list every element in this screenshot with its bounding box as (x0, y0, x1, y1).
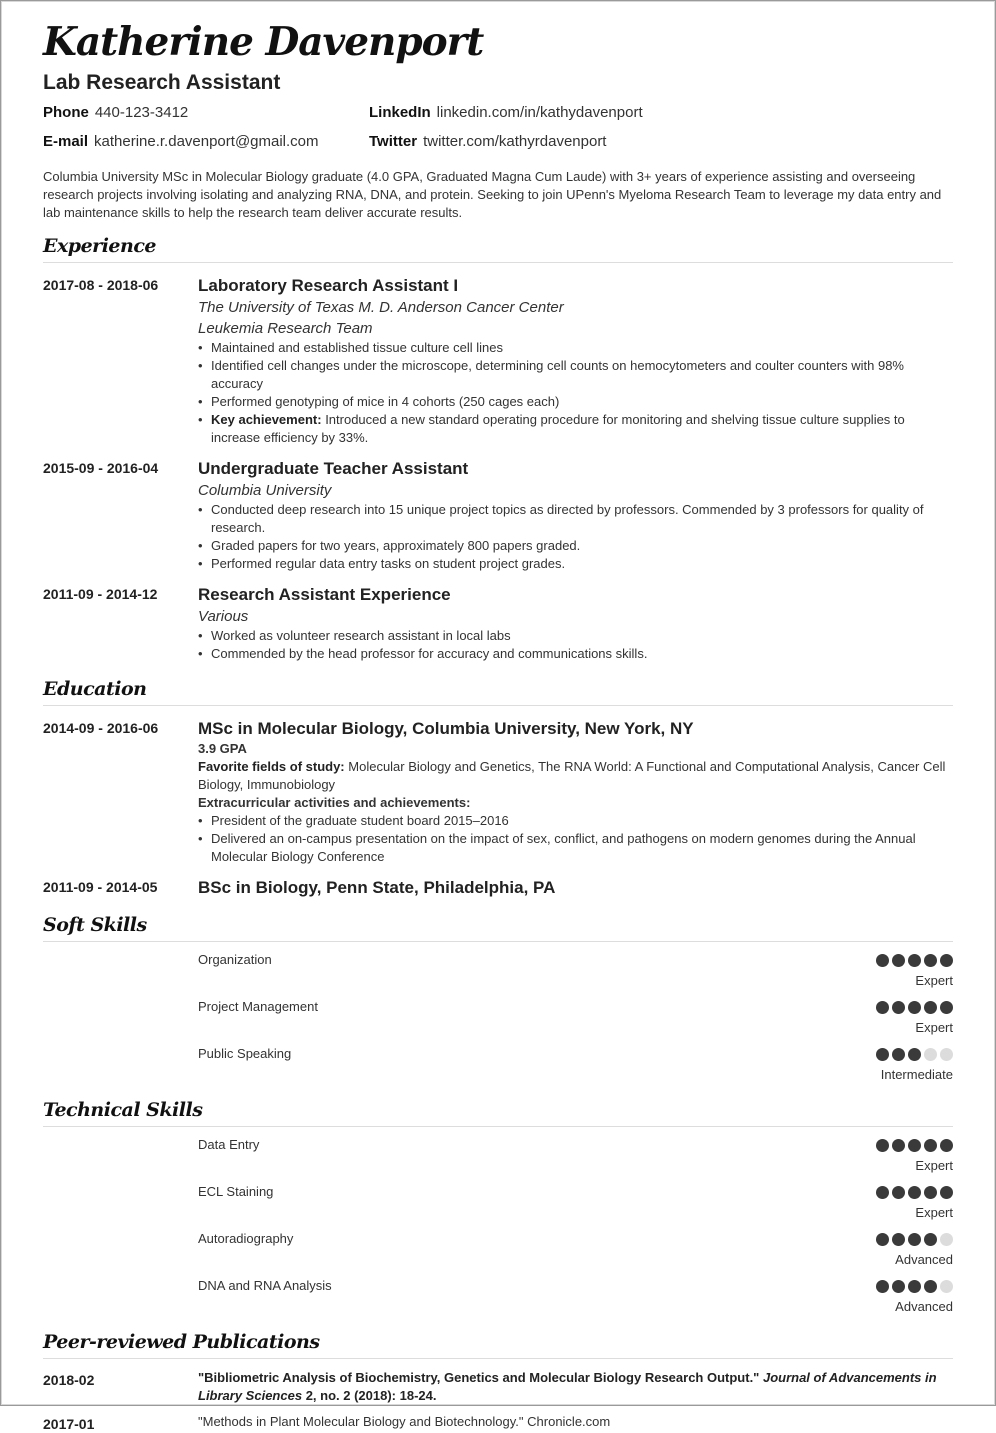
skill-level: Advanced (895, 1299, 953, 1314)
skill-row (43, 1045, 953, 1092)
skill-row (43, 1277, 953, 1324)
skill-rating (876, 954, 953, 967)
entry-title: BSc in Biology, Penn State, Philadelphia, PA (198, 878, 556, 897)
bullet-item: • President of the graduate student board 2015–2016 (198, 812, 953, 830)
experience-heading: Experience (43, 234, 953, 263)
entry-date: 2011-09 - 2014-05 (43, 879, 158, 895)
publication-entry (43, 1413, 953, 1431)
job-title: Lab Research Assistant (43, 71, 281, 94)
contact-linkedin (369, 104, 643, 121)
skill-rating (876, 1280, 953, 1293)
rating-dot-filled (940, 1139, 953, 1152)
skill-name: ECL Staining (198, 1184, 274, 1199)
entry-bullets (198, 812, 953, 866)
technical-skills-list (43, 1136, 953, 1324)
bullet-item: • Identified cell changes under the microscope, determining cell counts on hemocytometers and coulter counters with 98% accuracy (198, 357, 953, 393)
bullet-item-key-achievement (198, 411, 953, 447)
experience-entry (43, 584, 953, 663)
contact-email-value[interactable]: katherine.r.davenport@gmail.com (94, 133, 319, 150)
rating-dot-filled (908, 1233, 921, 1246)
entry-title: Undergraduate Teacher Assistant (198, 459, 469, 478)
rating-dot-filled (876, 1048, 889, 1061)
publication-details: 2, no. 2 (2018): 18-24. (305, 1388, 437, 1403)
education-gpa: 3.9 GPA (198, 741, 247, 756)
entry-date: 2017-08 - 2018-06 (43, 277, 159, 293)
contact-phone-label: Phone (43, 104, 89, 121)
fields-text: Molecular Biology and Genetics, The RNA World: A Functional and Computational Analysis, Cancer Cell Biology, Immunobiology (198, 759, 946, 792)
extracurricular-label: Extracurricular activities and achievements: (198, 795, 471, 810)
skill-level: Advanced (895, 1252, 953, 1267)
skill-name: Project Management (198, 999, 318, 1014)
rating-dot-empty (940, 1048, 953, 1061)
soft-skills-list (43, 951, 953, 1092)
skill-row (43, 1183, 953, 1230)
entry-team: Leukemia Research Team (198, 320, 373, 337)
skill-level: Expert (915, 1020, 953, 1035)
soft-skills-heading: Soft Skills (43, 913, 953, 942)
publications-heading: Peer-reviewed Publications (43, 1330, 953, 1359)
rating-dot-filled (876, 954, 889, 967)
skill-rating (876, 1001, 953, 1014)
contact-block (43, 104, 953, 164)
rating-dot-filled (908, 1048, 921, 1061)
skill-name: Data Entry (198, 1137, 260, 1152)
skill-rating (876, 1186, 953, 1199)
contact-email (43, 133, 319, 150)
rating-dot-empty (940, 1280, 953, 1293)
publication-entry (43, 1369, 953, 1405)
rating-dot-filled (876, 1233, 889, 1246)
publication-title: "Bibliometric Analysis of Biochemistry, Genetics and Molecular Biology Research Output." (198, 1370, 760, 1385)
skill-name: Organization (198, 952, 272, 967)
rating-dot-empty (924, 1048, 937, 1061)
experience-entry (43, 458, 953, 573)
rating-dot-filled (876, 1139, 889, 1152)
skill-name: Autoradiography (198, 1231, 294, 1246)
education-entry (43, 718, 953, 866)
skill-level: Expert (915, 1158, 953, 1173)
entry-bullets (198, 501, 953, 573)
entry-organization: Columbia University (198, 482, 332, 499)
rating-dot-filled (892, 1233, 905, 1246)
rating-dot-filled (924, 954, 937, 967)
entry-date: 2015-09 - 2016-04 (43, 460, 159, 476)
technical-skills-heading: Technical Skills (43, 1098, 953, 1127)
rating-dot-filled (876, 1001, 889, 1014)
key-achievement-text: Introduced a new standard operating procedure for monitoring and shelving tissue culture supplies to increase efficiency by 33%. (211, 412, 905, 445)
entry-bullets (198, 627, 953, 663)
publication-date: 2017-01 (43, 1416, 95, 1432)
rating-dot-filled (924, 1001, 937, 1014)
key-achievement-label: Key achievement: (211, 412, 322, 427)
rating-dot-empty (940, 1233, 953, 1246)
rating-dot-filled (924, 1280, 937, 1293)
rating-dot-filled (892, 1001, 905, 1014)
rating-dot-filled (892, 954, 905, 967)
skill-row (43, 1230, 953, 1277)
contact-linkedin-label: LinkedIn (369, 104, 431, 121)
skill-name: DNA and RNA Analysis (198, 1278, 332, 1293)
education-entry (43, 877, 953, 899)
publication-title: "Methods in Plant Molecular Biology and Biotechnology." (198, 1414, 524, 1429)
rating-dot-filled (876, 1280, 889, 1293)
contact-phone (43, 104, 188, 121)
skill-row (43, 951, 953, 998)
rating-dot-filled (924, 1139, 937, 1152)
bullet-item: • Performed genotyping of mice in 4 cohorts (250 cages each) (198, 393, 953, 411)
rating-dot-filled (908, 1186, 921, 1199)
entry-title: Research Assistant Experience (198, 585, 451, 604)
contact-email-label: E-mail (43, 133, 89, 150)
bullet-item: • Commended by the head professor for accuracy and communications skills. (198, 645, 953, 663)
skill-name: Public Speaking (198, 1046, 292, 1061)
bullet-item: • Graded papers for two years, approximately 800 papers graded. (198, 537, 953, 555)
rating-dot-filled (908, 1139, 921, 1152)
contact-phone-value: 440-123-3412 (94, 104, 189, 121)
experience-entry (43, 275, 953, 447)
rating-dot-filled (908, 954, 921, 967)
skill-rating (876, 1048, 953, 1061)
education-fields (198, 758, 953, 794)
entry-organization: Various (198, 608, 249, 625)
entry-title: Laboratory Research Assistant I (198, 276, 459, 295)
rating-dot-filled (924, 1186, 937, 1199)
entry-bullets (198, 339, 953, 447)
entry-date: 2014-09 - 2016-06 (43, 720, 159, 736)
skill-level: Intermediate (880, 1067, 953, 1082)
rating-dot-filled (940, 1186, 953, 1199)
skill-level: Expert (915, 973, 953, 988)
entry-title: MSc in Molecular Biology, Columbia University, New York, NY (198, 719, 694, 738)
contact-twitter-value[interactable]: twitter.com/kathyrdavenport (423, 133, 607, 150)
entry-date: 2011-09 - 2014-12 (43, 586, 158, 602)
skill-row (43, 998, 953, 1045)
skill-row (43, 1136, 953, 1183)
bullet-item: • Conducted deep research into 15 unique project topics as directed by professors. Commended by 3 professors for quality of research. (198, 501, 953, 537)
rating-dot-filled (892, 1280, 905, 1293)
skill-rating (876, 1139, 953, 1152)
bullet-item: • Performed regular data entry tasks on student project grades. (198, 555, 953, 573)
rating-dot-filled (892, 1186, 905, 1199)
bullet-item: • Delivered an on-campus presentation on the impact of sex, conflict, and pathogens on modern genomes during the Annual Molecular Biology Conference (198, 830, 953, 866)
skill-level: Expert (915, 1205, 953, 1220)
entry-organization: The University of Texas M. D. Anderson Cancer Center (198, 299, 564, 316)
bullet-item: • Worked as volunteer research assistant in local labs (198, 627, 953, 645)
publication-source: Chronicle.com (527, 1414, 611, 1429)
contact-twitter (369, 133, 606, 150)
fields-label: Favorite fields of study: (198, 759, 345, 774)
rating-dot-filled (908, 1280, 921, 1293)
skill-rating (876, 1233, 953, 1246)
rating-dot-filled (892, 1048, 905, 1061)
summary-paragraph: Columbia University MSc in Molecular Biology graduate (4.0 GPA, Graduated Magna Cum Laude) with 3+ years of experience assisting and overseeing research projects involving isolating and analyzing RNA, DNA, and protein. Seeking to join UPenn's Myeloma Research Team to leverage my data entry and lab maintenance skills to help the research team deliver accurate results. (43, 169, 942, 220)
rating-dot-filled (940, 954, 953, 967)
rating-dot-filled (876, 1186, 889, 1199)
contact-linkedin-value[interactable]: linkedin.com/in/kathydavenport (436, 104, 643, 121)
bullet-item: • Maintained and established tissue culture cell lines (198, 339, 953, 357)
education-heading: Education (43, 677, 953, 706)
publication-date: 2018-02 (43, 1372, 95, 1388)
rating-dot-filled (924, 1233, 937, 1246)
rating-dot-filled (892, 1139, 905, 1152)
rating-dot-filled (908, 1001, 921, 1014)
publication-journal: Journal of Advancements in Library Sciences (198, 1370, 937, 1403)
contact-twitter-label: Twitter (369, 133, 418, 150)
resume-page (43, 18, 953, 1431)
candidate-name: Katherine Davenport (43, 19, 484, 65)
rating-dot-filled (940, 1001, 953, 1014)
